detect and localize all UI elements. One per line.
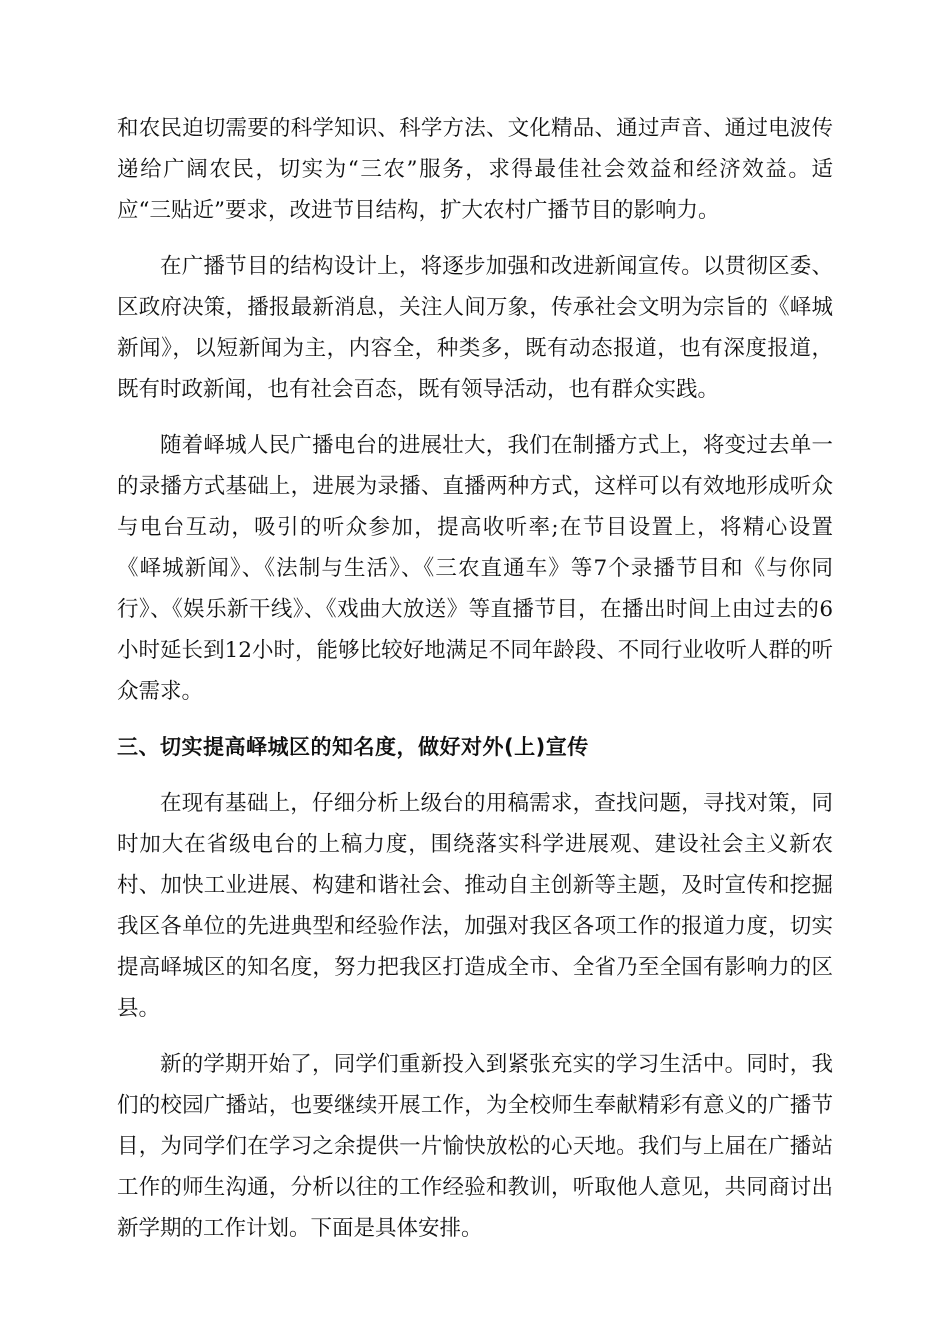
paragraph-1: 和农民迫切需要的科学知识、科学方法、文化精品、通过声音、通过电波传递给广阔农民，切实为“三农”服务，求得最佳社会效益和经济效益。适应“三贴近”要求，改进节目结构，扩大农村广播节目的影响力。 — [117, 116, 833, 223]
document-body — [117, 108, 833, 1264]
section-heading: 三、切实提高峄城区的知名度，做好对外(上)宣传 — [117, 735, 589, 759]
paragraph-5: 新的学期开始了，同学们重新投入到紧张充实的学习生活中。同时，我们的校园广播站，也要继续开展工作，为全校师生奉献精彩有意义的广播节目，为同学们在学习之余提供一片愉快放松的心天地。我们与上届在广播站工作的师生沟通，分析以往的工作经验和教训，听取他人意见，共同商讨出新学期的工作计划。下面是具体安排。 — [117, 1052, 833, 1241]
paragraph-4: 在现有基础上，仔细分析上级台的用稿需求，查找问题，寻找对策，同时加大在省级电台的上稿力度，围绕落实科学进展观、建设社会主义新农村、加快工业进展、构建和谐社会、推动自主创新等主题，及时宣传和挖掘我区各单位的先进典型和经验作法，加强对我区各项工作的报道力度，切实提高峄城区的知名度，努力把我区打造成全市、全省乃至全国有影响力的区县。 — [117, 791, 833, 1021]
paragraph-2: 在广播节目的结构设计上，将逐步加强和改进新闻宣传。以贯彻区委、区政府决策，播报最新消息，关注人间万象，传承社会文明为宗旨的《峄城新闻》，以短新闻为主，内容全，种类多，既有动态报道，也有深度报道，既有时政新闻，也有社会百态，既有领导活动，也有群众实践。 — [117, 254, 833, 402]
paragraph-3: 随着峄城人民广播电台的进展壮大，我们在制播方式上，将变过去单一的录播方式基础上，进展为录播、直播两种方式，这样可以有效地形成听众与电台互动，吸引的听众参加，提高收听率;在节目设置上，将精心设置《峄城新闻》、《法制与生活》、《三农直通车》等7个录播节目和《与你同行》、《娱乐新干线》、《戏曲大放送》等直播节目，在播出时间上由过去的6小时延长到12小时，能够比较好地满足不同年龄段、不同行业收听人群的听众需求。 — [117, 433, 833, 704]
